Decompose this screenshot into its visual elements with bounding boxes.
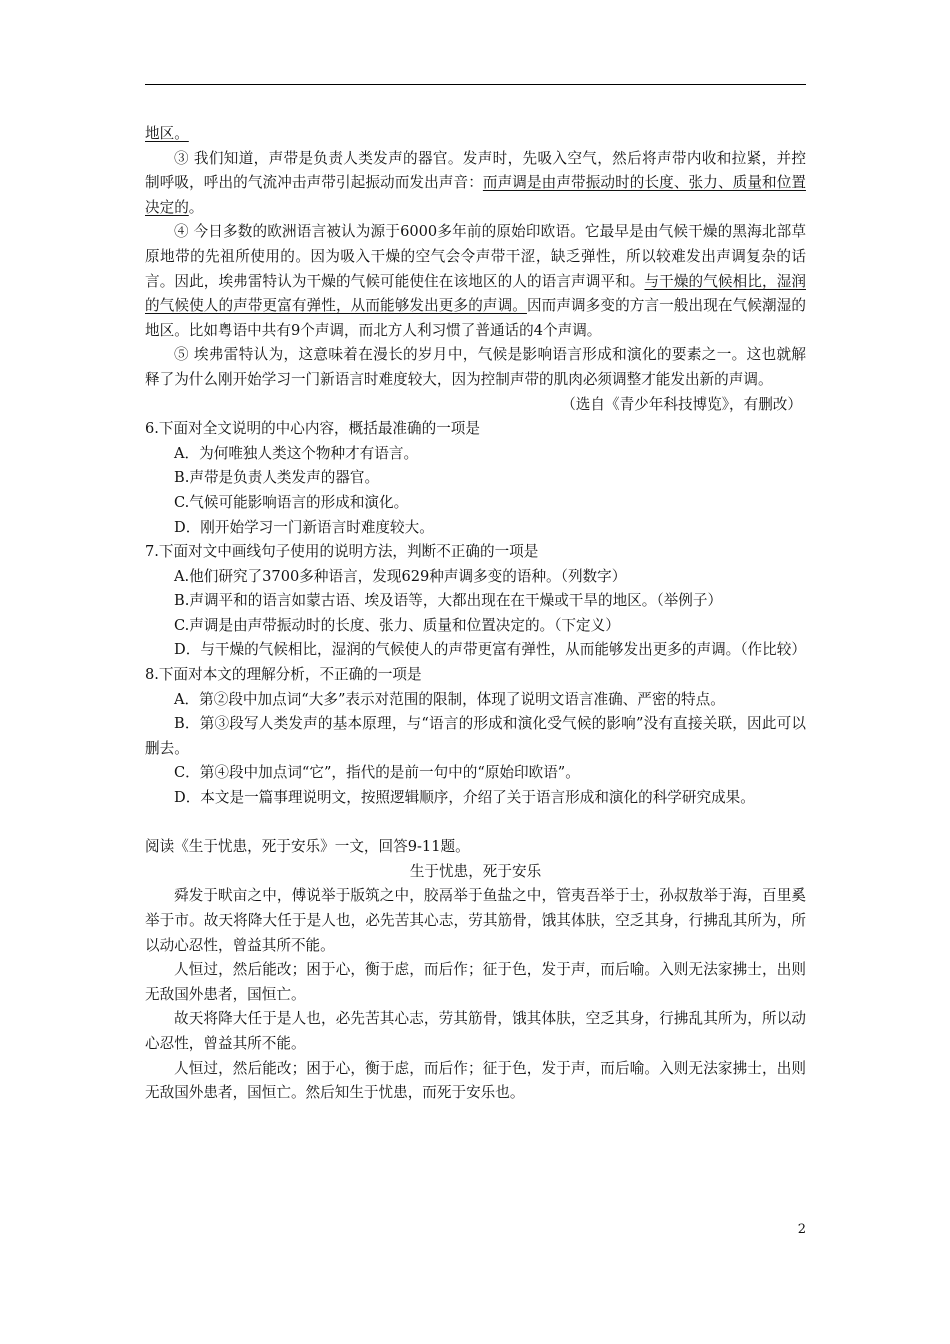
reading-title: 生于忧患，死于安乐 [409,862,542,880]
question-6-option-b: B.声带是负责人类发声的器官。 [174,469,380,487]
question-7-option-d: D．与干燥的气候相比，湿润的气候使人的声带更富有弹性，从而能够发出更多的声调。（作比较） [174,641,806,659]
reading-para-4: 人恒过，然后能改；困于心，衡于虑，而后作；征于色，发于声，而后喻。入则无法家拂士，出则无敌国外患者，国恒亡。然后知生于忧患，而死于安乐也。 [145,1059,806,1102]
question-6-option-d: D．刚开始学习一门新语言时难度较大。 [174,518,434,536]
reading-para-2: 人恒过，然后能改；困于心，衡于虑，而后作；征于色，发于声，而后喻。入则无法家拂士，出则无敌国外患者，国恒亡。 [145,961,806,1003]
question-7-option-b: B.声调平和的语言如蒙古语、埃及语等，大都出现在在干燥或干旱的地区。（举例子） [174,592,723,610]
reading-para-1: 舜发于畎亩之中，傅说举于版筑之中，胶鬲举于鱼盐之中，管夷吾举于士，孙叔敖举于海，百里奚举于市。故天将降大任于是人也，必先苦其心志，劳其筋骨，饿其体肤，空乏其身，行拂乱其所为，所以动心忍性，曾益其所不能。 [145,887,806,954]
header-rule [145,84,806,85]
reading-intro: 阅读《生于忧患，死于安乐》一文，回答9-11题。 [145,838,470,856]
page-content [145,122,806,1106]
question-8-option-d: D．本文是一篇事理说明文，按照逻辑顺序，介绍了关于语言形成和演化的科学研究成果。 [174,789,755,807]
question-7-stem: 7.下面对文中画线句子使用的说明方法，判断不正确的一项是 [145,543,539,561]
question-8-stem: 8.下面对本文的理解分析，不正确的一项是 [145,666,422,684]
question-6-option-c: C.气候可能影响语言的形成和演化。 [174,493,409,511]
passage-p4: ④ 今日多数的欧洲语言被认为源于6000多年前的原始印欧语。它最早是由气候干燥的黑海北部草原地带的先祖所使用的。因为吸入干燥的空气会令声带干涩，缺乏弹性，所以较难发出声调复杂的话言。因此，埃弗雷特认为干燥的气候可能使住在该地区的人的语言声调平和。与干燥的气候相比，湿润的气候使人的声带更富有弹性，从而能够发出更多的声调。因而声调多变的方言一般出现在气候潮湿的地区。比如粤语中共有9个声调，而北方人利习惯了普通话的4个声调。 [145,223,806,339]
question-7-option-a: A.他们研究了3700多种语言，发现629种声调多变的语种。（列数字） [174,567,627,585]
question-6-stem: 6.下面对全文说明的中心内容，概括最准确的一项是 [145,420,480,438]
reading-para-3: 故天将降大任于是人也，必先苦其心志，劳其筋骨，饿其体肤，空乏其身，行拂乱其所为，所以动心忍性，曾益其所不能。 [145,1010,806,1052]
underlined-sentence: 而声调是由声带振动时的长度、张力、质量和位置决定的 [145,174,806,216]
source-citation: （选自《青少年科技博览》，有删改） [561,395,802,413]
question-8-option-a: A．第②段中加点词“大多”表示对范围的限制，体现了说明文语言准确、严密的特点。 [174,690,725,708]
question-7-option-c: C.声调是由声带振动时的长度、张力、质量和位置决定的。（下定义） [174,616,620,634]
question-6-option-a: A．为何唯独人类这个物种才有语言。 [174,444,419,462]
question-8-option-c: C．第④段中加点词“它”，指代的是前一句中的“原始印欧语”。 [174,764,580,782]
question-8-option-b: B．第③段写人类发声的基本原理，与“语言的形成和演化受气候的影响”没有直接关联，因此可以删去。 [145,715,806,757]
section-gap [145,811,806,836]
underlined-sentence: 与干燥的气候相比，湿润的气候使人的声带更富有弹性，从而能够发出更多的声调。 [145,272,806,315]
page-number: 2 [797,1222,806,1237]
passage-p3: ③ 我们知道，声带是负责人类发声的器官。发声时，先吸入空气，然后将声带内收和拉紧，并控制呼吸，呼出的气流冲击声带引起振动而发出声音：而声调是由声带振动时的长度、张力、质量和位置决定的。 [145,149,806,216]
passage-p2-tail: 地区。 [145,125,189,142]
passage-p5: ⑤ 埃弗雷特认为，这意味着在漫长的岁月中，气候是影响语言形成和演化的要素之一。这也就解释了为什么刚开始学习一门新语言时难度较大，因为控制声带的肌肉必须调整才能发出新的声调。 [145,346,806,388]
